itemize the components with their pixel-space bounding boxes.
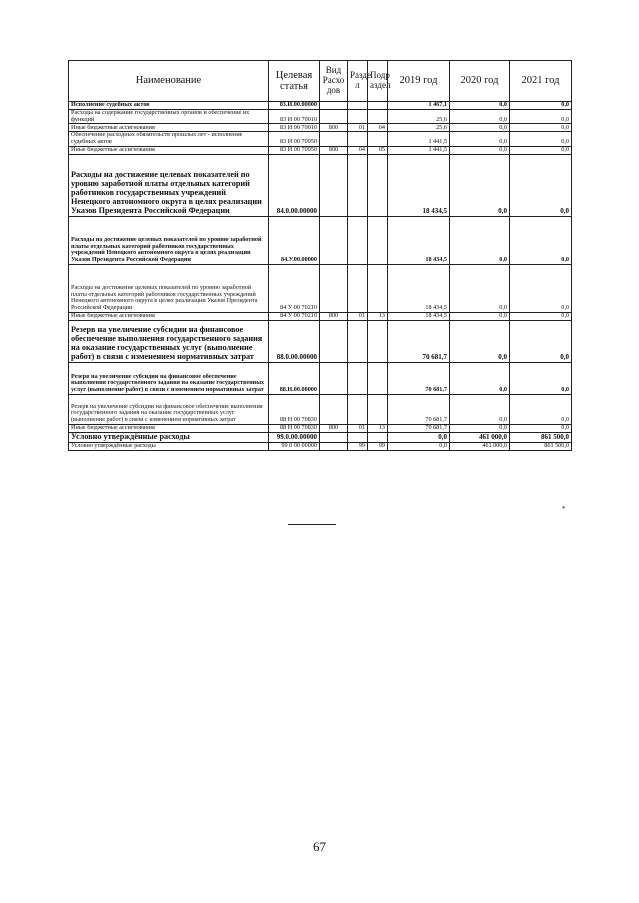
table-row: [69, 442, 572, 450]
cell-target: 84.0.00.00000: [269, 154, 320, 216]
cell-section: [348, 216, 368, 264]
cell-y2020: 0,0: [450, 124, 510, 132]
cell-target: 99.0.00.00000: [269, 432, 320, 442]
cell-y2020: 0,0: [450, 216, 510, 264]
separator-line: [288, 524, 336, 525]
header-subsection: Подр аздел: [368, 61, 388, 102]
cell-y2020: 0,0: [450, 146, 510, 154]
cell-y2020: 0,0: [450, 312, 510, 320]
table-row: [69, 154, 572, 216]
table-row: [69, 432, 572, 442]
cell-y2019: 25,6: [388, 124, 450, 132]
cell-section: [348, 432, 368, 442]
cell-subsection: [368, 132, 388, 146]
cell-target: 83 И 00 70950: [269, 146, 320, 154]
cell-y2020: 0,0: [450, 320, 510, 362]
cell-type: [320, 264, 348, 312]
cell-y2020: 0,0: [450, 102, 510, 110]
header-2019: 2019 год: [388, 61, 450, 102]
header-row: [69, 61, 572, 102]
cell-subsection: 04: [368, 124, 388, 132]
cell-y2021: 0,0: [510, 320, 572, 362]
footnote-mark: *: [562, 505, 566, 513]
cell-y2019: 1 467,1: [388, 102, 450, 110]
cell-subsection: [368, 362, 388, 394]
cell-type: 800: [320, 424, 348, 432]
cell-section: 01: [348, 424, 368, 432]
header-2021: 2021 год: [510, 61, 572, 102]
cell-name: Иные бюджетные ассигнования: [69, 146, 269, 154]
cell-y2019: 18 434,5: [388, 264, 450, 312]
cell-y2020: 461 000,0: [450, 442, 510, 450]
cell-target: 88 Н 00 70830: [269, 394, 320, 424]
table-row: [69, 362, 572, 394]
table-row: [69, 216, 572, 264]
cell-y2019: 18 434,5: [388, 154, 450, 216]
cell-subsection: [368, 102, 388, 110]
table-row: [69, 394, 572, 424]
cell-name: Исполнение судебных актов: [69, 102, 269, 110]
cell-y2021: 0,0: [510, 146, 572, 154]
cell-subsection: [368, 264, 388, 312]
table-row: [69, 312, 572, 320]
cell-subsection: [368, 320, 388, 362]
cell-y2021: 0,0: [510, 124, 572, 132]
table-row: [69, 320, 572, 362]
cell-name: Расходы на содержание государственных органов и обеспечение их функций: [69, 110, 269, 124]
cell-type: [320, 432, 348, 442]
cell-name: Иные бюджетные ассигнования: [69, 424, 269, 432]
cell-name: Обеспечение расходных обязательств прошлых лет - исполнение судебных актов: [69, 132, 269, 146]
cell-subsection: 13: [368, 424, 388, 432]
cell-name: Резерв на увеличение субсидии на финансовое обеспечение выполнения государственного задания на оказание государственных услуг (выполнение работ) в связи с изменением нормативных затрат: [69, 394, 269, 424]
cell-name: Резерв на увеличение субсидии на финансовое обеспечение выполнения государственного задания на оказание государственных услуг (выполнение работ) в связи с изменением нормативных затрат: [69, 362, 269, 394]
cell-section: 99: [348, 442, 368, 450]
cell-target: 99 0 00 00000: [269, 442, 320, 450]
cell-y2021: 0,0: [510, 216, 572, 264]
cell-y2019: 1 441,5: [388, 146, 450, 154]
cell-y2021: 0,0: [510, 154, 572, 216]
cell-target: 84 У 00 70210: [269, 264, 320, 312]
cell-name: Расходы на достижение целевых показателей по уровню заработной платы отдельных категорий работников государственных учреждений Ненецкого автономного округа в целях реализации Указов Президента Российской Федерации: [69, 154, 269, 216]
cell-y2019: 1 441,5: [388, 132, 450, 146]
cell-target: 83.И.00.00000: [269, 102, 320, 110]
cell-type: [320, 110, 348, 124]
cell-target: 83 И 00 70010: [269, 124, 320, 132]
cell-y2019: 70 681,7: [388, 362, 450, 394]
cell-y2020: 0,0: [450, 362, 510, 394]
cell-y2019: 70 681,7: [388, 320, 450, 362]
cell-y2021: 861 500,0: [510, 442, 572, 450]
cell-y2021: 0,0: [510, 362, 572, 394]
cell-type: 800: [320, 146, 348, 154]
cell-y2021: 0,0: [510, 312, 572, 320]
cell-section: [348, 110, 368, 124]
cell-section: 04: [348, 146, 368, 154]
cell-type: [320, 154, 348, 216]
cell-y2021: 0,0: [510, 394, 572, 424]
cell-y2021: 0,0: [510, 110, 572, 124]
cell-y2021: 0,0: [510, 102, 572, 110]
cell-y2021: 0,0: [510, 132, 572, 146]
cell-subsection: [368, 154, 388, 216]
cell-type: 800: [320, 312, 348, 320]
table-row: [69, 132, 572, 146]
cell-subsection: [368, 394, 388, 424]
cell-section: [348, 154, 368, 216]
header-type: Вид Расхо дов: [320, 61, 348, 102]
cell-type: [320, 102, 348, 110]
cell-type: [320, 320, 348, 362]
cell-subsection: [368, 432, 388, 442]
cell-y2019: 70 681,7: [388, 424, 450, 432]
cell-subsection: 99: [368, 442, 388, 450]
cell-section: [348, 320, 368, 362]
cell-name: Иные бюджетные ассигнования: [69, 124, 269, 132]
cell-section: 01: [348, 124, 368, 132]
table-row: [69, 146, 572, 154]
header-target: Целевая статья: [269, 61, 320, 102]
cell-y2019: 18 434,5: [388, 312, 450, 320]
cell-type: [320, 132, 348, 146]
cell-y2019: 0,0: [388, 442, 450, 450]
cell-name: Расходы на достижение целевых показателей по уровню заработной платы отдельных категорий работников государственных учреждений Ненецкого автономного округа в целях реализации Указов Президента Российской Федерации: [69, 264, 269, 312]
cell-section: [348, 264, 368, 312]
cell-name: Резерв на увеличение субсидии на финансовое обеспечение выполнения государственного задания на оказание государственных услуг (выполнение работ) в связи с изменением нормативных затрат: [69, 320, 269, 362]
cell-target: 84 У 00 70210: [269, 312, 320, 320]
cell-y2021: 0,0: [510, 264, 572, 312]
cell-y2020: 0,0: [450, 132, 510, 146]
cell-type: 800: [320, 124, 348, 132]
cell-subsection: [368, 110, 388, 124]
cell-y2020: 0,0: [450, 154, 510, 216]
cell-type: [320, 216, 348, 264]
cell-section: [348, 394, 368, 424]
cell-y2021: 0,0: [510, 424, 572, 432]
cell-target: 88.0.00.00000: [269, 320, 320, 362]
cell-y2021: 861 500,0: [510, 432, 572, 442]
header-2020: 2020 год: [450, 61, 510, 102]
cell-target: 83 И 00 70950: [269, 132, 320, 146]
cell-y2019: 25,6: [388, 110, 450, 124]
page-number: 67: [313, 839, 326, 854]
cell-y2020: 0,0: [450, 264, 510, 312]
cell-y2020: 461 000,0: [450, 432, 510, 442]
header-section: Разде л: [348, 61, 368, 102]
cell-y2019: 0,0: [388, 432, 450, 442]
cell-name: Иные бюджетные ассигнования: [69, 312, 269, 320]
table-row: [69, 110, 572, 124]
cell-target: 83 И 00 70010: [269, 110, 320, 124]
cell-subsection: 05: [368, 146, 388, 154]
cell-name: Расходы на достижение целевых показателей по уровню заработной платы отдельных категорий работников государственных учреждений Ненецкого автономного округа в целях реализации Указов Президента Российской Федерации: [69, 216, 269, 264]
cell-target: 84.У.00.00000: [269, 216, 320, 264]
cell-target: 88 Н 00 70830: [269, 424, 320, 432]
cell-section: [348, 102, 368, 110]
cell-section: [348, 132, 368, 146]
cell-type: [320, 362, 348, 394]
cell-type: [320, 394, 348, 424]
table-row: [69, 264, 572, 312]
cell-subsection: 13: [368, 312, 388, 320]
cell-type: [320, 442, 348, 450]
cell-name: Условно утверждённые расходы: [69, 432, 269, 442]
cell-section: [348, 362, 368, 394]
cell-target: 88.Н.00.00000: [269, 362, 320, 394]
header-name: Наименование: [69, 61, 269, 102]
cell-subsection: [368, 216, 388, 264]
cell-y2019: 70 681,7: [388, 394, 450, 424]
cell-y2020: 0,0: [450, 424, 510, 432]
budget-table: [68, 60, 572, 451]
cell-name: Условно утверждённые расходы: [69, 442, 269, 450]
cell-y2019: 18 434,5: [388, 216, 450, 264]
cell-y2020: 0,0: [450, 110, 510, 124]
cell-y2020: 0,0: [450, 394, 510, 424]
cell-section: 01: [348, 312, 368, 320]
